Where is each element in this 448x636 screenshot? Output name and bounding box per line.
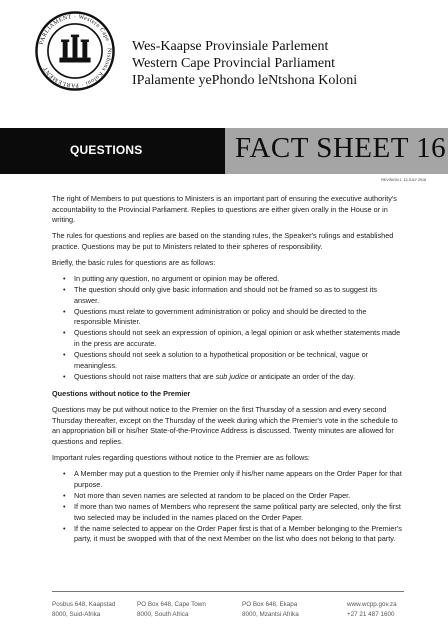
footer-address-english <box>137 600 206 619</box>
phone-number: +27 21 487 1600 <box>347 610 395 618</box>
list-item: • In putting any question, no argument or opinion may be offered. <box>74 274 404 285</box>
footer-line-2: 8000, South Africa <box>137 610 189 618</box>
rule-text: or anticipate an order of the day. <box>248 372 355 382</box>
important-rules-intro: Important rules regarding questions without notice to the Premier are as follows: <box>52 453 310 462</box>
footer-divider <box>52 591 404 592</box>
footer-line-1: Posbus 648, Kaapstad <box>52 601 116 608</box>
important-rules-list <box>52 469 404 545</box>
title-banner <box>0 128 448 174</box>
list-item: • The question should only give basic information and should not be framed so as to suggest its answer. <box>74 285 404 306</box>
premier-section-heading: Questions without notice to the Premier <box>52 388 191 398</box>
parliament-seal-logo <box>34 10 116 92</box>
section-label: QUESTIONS <box>70 143 143 157</box>
document-body <box>52 194 404 551</box>
document-header <box>0 0 448 128</box>
parliament-name-xhosa: IPalamente yePhondo leNtshona Koloni <box>132 73 358 88</box>
intro-paragraph-3: Briefly, the basic rules for questions are as follows: <box>52 257 216 267</box>
list-item: • Not more than seven names are selected at random to be placed on the Order Paper. <box>74 491 404 502</box>
footer-line-1: PO Box 648, Ekapa <box>242 601 298 608</box>
parliament-name-english: Western Cape Provincial Parliament <box>132 56 335 71</box>
website-link[interactable]: www.wcpp.gov.za <box>347 601 397 608</box>
list-item: • Questions must relate to government administration or policy and should be directed to the responsible Minister. <box>74 307 404 328</box>
rule-text: Questions should not raise matters that are <box>74 372 216 382</box>
footer-line-2: 8000, Mzantsi Afrika <box>242 610 299 618</box>
list-item: • Questions should not seek an expression of opinion, a legal opinion or ask whether statements made in the press are accurate. <box>74 328 404 349</box>
intro-paragraph-1: The right of Members to put questions to Ministers is an important part of ensuring the executive authority's accountability to the Provincial Parliament. Replies to questions are either given orally in the House or in writing. <box>52 194 397 225</box>
footer-line-2: 8000, Suid-Afrika <box>52 610 101 618</box>
list-item <box>74 372 404 383</box>
list-item: • If the name selected to appear on the Order Paper first is that of a Member belonging to the Premier's party, it must be swopped with that of the next Member on the list who does not belong to that party. <box>74 524 404 545</box>
parliament-name-afrikaans: Wes-Kaapse Provinsiale Parlement <box>132 39 329 54</box>
basic-rules-list <box>52 274 404 383</box>
footer-address-xhosa <box>242 600 299 619</box>
list-item: • If more than two names of Members who represent the same political party are selected, only the first two selected may be included in the names placed on the Order Paper. <box>74 502 404 523</box>
footer-line-1: PO Box 648, Cape Town <box>137 601 206 608</box>
list-item: • Questions should not seek a solution to a hypothetical proposition or be technical, vague or meaningless. <box>74 350 404 371</box>
list-item: • A Member may put a question to the Premier only if his/her name appears on the Order Paper for that purpose. <box>74 469 404 490</box>
parliament-names <box>132 38 357 89</box>
footer-contact <box>347 600 397 619</box>
footer-address-afrikaans <box>52 600 115 619</box>
intro-paragraph-2: The rules for questions and replies are based on the standing rules, the Speaker's rulings and established practice. Questions may be put to Ministers related to their spheres of responsibility. <box>52 231 394 251</box>
premier-paragraph: Questions may be put without notice to the Premier on the first Thursday of a session and every second Thursday thereafter, except on the Thursday of the week during which the Premier's vote in the schedule to an appropriation bill or his/her State-of-the-Province Address is discussed. Twenty minutes are allowed for questions and replies. <box>52 405 398 447</box>
section-label-bar <box>0 128 225 174</box>
sub-judice-term: sub judice <box>215 372 249 382</box>
revision-note: REVISION 1, 13 JULY 2018 <box>381 178 426 182</box>
svg-text:PARLIAMENT · Western Cape · Nt: PARLIAMENT · Western Cape · Ntshona Koloni · PARLEMENT <box>38 14 112 88</box>
fact-sheet-title: FACT SHEET 16 <box>235 132 447 164</box>
fact-sheet-title-bar <box>225 128 448 174</box>
